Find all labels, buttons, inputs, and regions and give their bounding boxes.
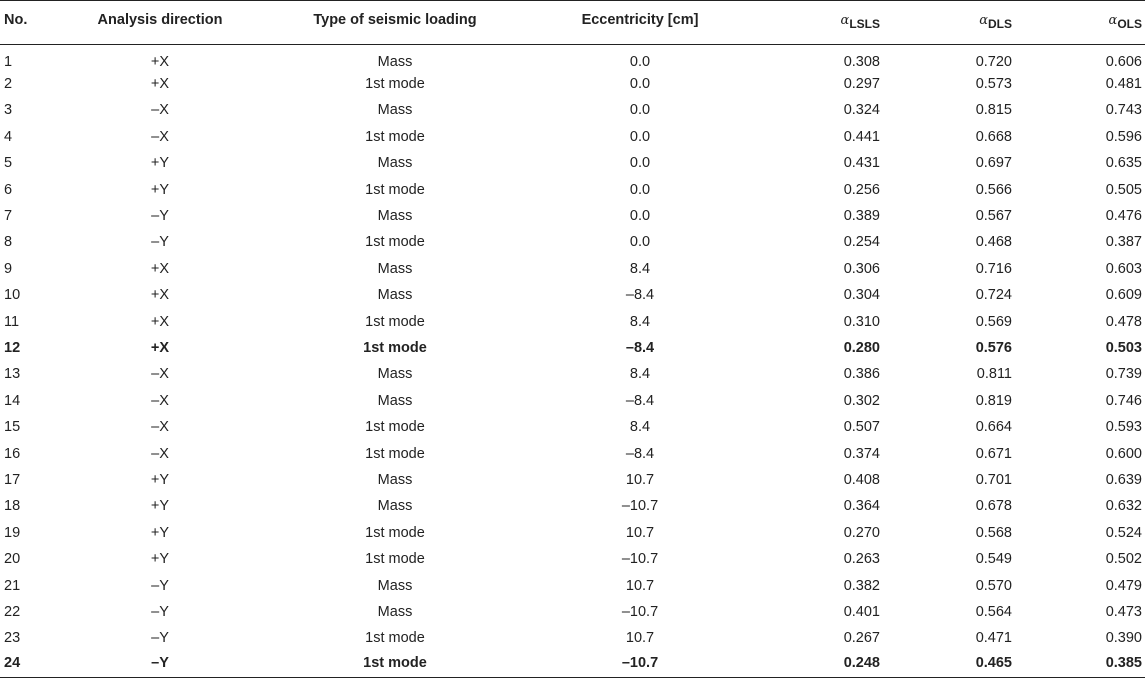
cell-seismic-loading: 1st mode bbox=[365, 419, 425, 436]
cell-alpha-dls: 0.671 bbox=[975, 445, 1012, 462]
cell-no: 2 bbox=[4, 76, 13, 93]
cell-no: 12 bbox=[4, 339, 21, 356]
table-row bbox=[0, 493, 1145, 519]
cell-alpha-ols: 0.603 bbox=[1105, 260, 1142, 277]
cell-seismic-loading: Mass bbox=[377, 287, 413, 304]
alpha-symbol: α bbox=[1108, 12, 1118, 28]
cell-eccentricity: –8.4 bbox=[625, 339, 655, 356]
cell-analysis-direction: –Y bbox=[151, 577, 169, 594]
cell-no: 6 bbox=[4, 181, 13, 198]
cell-alpha-lsls: 0.302 bbox=[843, 392, 880, 409]
cell-alpha-dls: 0.465 bbox=[975, 655, 1012, 672]
cell-seismic-loading: 1st mode bbox=[365, 551, 425, 568]
cell-analysis-direction: –X bbox=[151, 392, 169, 409]
header-alpha-ols bbox=[1012, 0, 1145, 42]
cell-analysis-direction: –X bbox=[151, 419, 169, 436]
cell-no: 1 bbox=[4, 53, 13, 70]
cell-alpha-lsls: 0.386 bbox=[843, 366, 880, 383]
cell-analysis-direction: +X bbox=[150, 313, 170, 330]
cell-eccentricity: –8.4 bbox=[625, 445, 655, 462]
cell-analysis-direction: +X bbox=[150, 339, 170, 356]
cell-seismic-loading: Mass bbox=[377, 392, 413, 409]
cell-alpha-lsls: 0.254 bbox=[843, 234, 880, 251]
header-no: No. bbox=[4, 11, 28, 28]
cell-eccentricity: –8.4 bbox=[625, 392, 655, 409]
cell-seismic-loading: Mass bbox=[377, 498, 413, 515]
cell-alpha-lsls: 0.441 bbox=[843, 128, 880, 145]
cell-seismic-loading: Mass bbox=[377, 102, 413, 119]
table-row bbox=[0, 203, 1145, 229]
cell-alpha-dls: 0.566 bbox=[975, 181, 1012, 198]
cell-alpha-lsls: 0.297 bbox=[843, 76, 880, 93]
cell-alpha-lsls: 0.308 bbox=[843, 53, 880, 70]
table-row bbox=[0, 546, 1145, 572]
header-alpha-lsls bbox=[750, 0, 880, 42]
table-row bbox=[0, 467, 1145, 493]
cell-alpha-ols: 0.524 bbox=[1105, 524, 1142, 541]
cell-alpha-lsls: 0.280 bbox=[843, 339, 880, 356]
cell-no: 9 bbox=[4, 260, 13, 277]
cell-analysis-direction: +Y bbox=[150, 551, 170, 568]
table-row bbox=[0, 361, 1145, 387]
cell-alpha-dls: 0.569 bbox=[975, 313, 1012, 330]
cell-seismic-loading: 1st mode bbox=[365, 76, 425, 93]
cell-alpha-lsls: 0.310 bbox=[843, 313, 880, 330]
cell-analysis-direction: +Y bbox=[150, 181, 170, 198]
cell-analysis-direction: –Y bbox=[151, 655, 169, 672]
cell-alpha-ols: 0.503 bbox=[1105, 339, 1142, 356]
cell-analysis-direction: –X bbox=[151, 366, 169, 383]
table-row bbox=[0, 651, 1145, 677]
cell-eccentricity: 0.0 bbox=[629, 234, 651, 251]
table-header bbox=[0, 1, 1145, 45]
cell-alpha-dls: 0.567 bbox=[975, 208, 1012, 225]
cell-no: 23 bbox=[4, 630, 21, 647]
cell-eccentricity: –8.4 bbox=[625, 287, 655, 304]
cell-alpha-lsls: 0.324 bbox=[843, 102, 880, 119]
cell-alpha-ols: 0.739 bbox=[1105, 366, 1142, 383]
cell-seismic-loading: 1st mode bbox=[365, 630, 425, 647]
table-row bbox=[0, 150, 1145, 176]
cell-alpha-ols: 0.596 bbox=[1105, 128, 1142, 145]
table-row bbox=[0, 308, 1145, 334]
cell-seismic-loading: Mass bbox=[377, 208, 413, 225]
cell-eccentricity: 8.4 bbox=[629, 260, 651, 277]
table-row bbox=[0, 97, 1145, 123]
cell-no: 13 bbox=[4, 366, 21, 383]
cell-alpha-lsls: 0.248 bbox=[843, 655, 880, 672]
cell-analysis-direction: –X bbox=[151, 102, 169, 119]
cell-alpha-ols: 0.639 bbox=[1105, 471, 1142, 488]
table-row bbox=[0, 572, 1145, 598]
cell-alpha-dls: 0.468 bbox=[975, 234, 1012, 251]
cell-alpha-dls: 0.716 bbox=[975, 260, 1012, 277]
cell-alpha-ols: 0.609 bbox=[1105, 287, 1142, 304]
cell-alpha-dls: 0.576 bbox=[975, 339, 1012, 356]
table-row bbox=[0, 335, 1145, 361]
cell-alpha-dls: 0.811 bbox=[976, 366, 1012, 383]
cell-alpha-ols: 0.473 bbox=[1105, 603, 1142, 620]
table-row bbox=[0, 282, 1145, 308]
cell-alpha-ols: 0.606 bbox=[1105, 53, 1142, 70]
cell-no: 20 bbox=[4, 551, 21, 568]
cell-alpha-dls: 0.720 bbox=[975, 53, 1012, 70]
cell-no: 18 bbox=[4, 498, 21, 515]
cell-eccentricity: 0.0 bbox=[629, 208, 651, 225]
cell-analysis-direction: –Y bbox=[151, 234, 169, 251]
cell-no: 8 bbox=[4, 234, 13, 251]
cell-eccentricity: 10.7 bbox=[625, 630, 655, 647]
cell-alpha-lsls: 0.364 bbox=[843, 498, 880, 515]
alpha-symbol: α bbox=[840, 12, 850, 28]
cell-alpha-ols: 0.385 bbox=[1105, 655, 1142, 672]
cell-no: 19 bbox=[4, 524, 21, 541]
cell-analysis-direction: +Y bbox=[150, 471, 170, 488]
cell-seismic-loading: Mass bbox=[377, 471, 413, 488]
cell-alpha-dls: 0.701 bbox=[975, 471, 1012, 488]
subscript-lsls: LSLS bbox=[849, 16, 880, 31]
cell-alpha-dls: 0.568 bbox=[975, 524, 1012, 541]
cell-alpha-dls: 0.570 bbox=[975, 577, 1012, 594]
cell-alpha-ols: 0.481 bbox=[1105, 76, 1142, 93]
cell-no: 7 bbox=[4, 208, 13, 225]
subscript-dls: DLS bbox=[988, 16, 1012, 31]
cell-alpha-lsls: 0.382 bbox=[843, 577, 880, 594]
cell-alpha-lsls: 0.306 bbox=[843, 260, 880, 277]
cell-seismic-loading: 1st mode bbox=[365, 313, 425, 330]
cell-alpha-ols: 0.387 bbox=[1105, 234, 1142, 251]
subscript-ols: OLS bbox=[1117, 16, 1142, 31]
table-body bbox=[0, 45, 1145, 678]
table-row bbox=[0, 71, 1145, 97]
cell-seismic-loading: Mass bbox=[377, 260, 413, 277]
cell-eccentricity: 0.0 bbox=[629, 53, 651, 70]
cell-eccentricity: 10.7 bbox=[625, 471, 655, 488]
cell-alpha-lsls: 0.507 bbox=[843, 419, 880, 436]
cell-seismic-loading: 1st mode bbox=[363, 339, 427, 356]
cell-eccentricity: –10.7 bbox=[621, 498, 659, 515]
cell-eccentricity: 10.7 bbox=[625, 524, 655, 541]
cell-eccentricity: –10.7 bbox=[621, 603, 659, 620]
cell-no: 16 bbox=[4, 445, 21, 462]
cell-seismic-loading: 1st mode bbox=[365, 234, 425, 251]
cell-analysis-direction: –X bbox=[151, 445, 169, 462]
cell-alpha-dls: 0.724 bbox=[975, 287, 1012, 304]
cell-eccentricity: 8.4 bbox=[629, 313, 651, 330]
cell-alpha-lsls: 0.431 bbox=[843, 155, 880, 172]
table-row bbox=[0, 599, 1145, 625]
cell-eccentricity: 8.4 bbox=[629, 419, 651, 436]
cell-analysis-direction: +X bbox=[150, 53, 170, 70]
cell-analysis-direction: +X bbox=[150, 260, 170, 277]
cell-eccentricity: 0.0 bbox=[629, 155, 651, 172]
cell-alpha-dls: 0.664 bbox=[975, 419, 1012, 436]
cell-no: 15 bbox=[4, 419, 21, 436]
cell-alpha-lsls: 0.270 bbox=[843, 524, 880, 541]
cell-seismic-loading: Mass bbox=[377, 366, 413, 383]
cell-no: 10 bbox=[4, 287, 21, 304]
cell-alpha-ols: 0.476 bbox=[1105, 208, 1142, 225]
table-row bbox=[0, 256, 1145, 282]
cell-analysis-direction: +Y bbox=[150, 524, 170, 541]
cell-seismic-loading: Mass bbox=[377, 577, 413, 594]
cell-alpha-dls: 0.678 bbox=[975, 498, 1012, 515]
table-row bbox=[0, 625, 1145, 651]
cell-alpha-dls: 0.668 bbox=[975, 128, 1012, 145]
cell-seismic-loading: 1st mode bbox=[365, 128, 425, 145]
cell-eccentricity: 0.0 bbox=[629, 76, 651, 93]
cell-alpha-dls: 0.697 bbox=[975, 155, 1012, 172]
cell-eccentricity: 8.4 bbox=[629, 366, 651, 383]
cell-no: 24 bbox=[4, 655, 21, 672]
cell-eccentricity: 0.0 bbox=[629, 102, 651, 119]
cell-alpha-lsls: 0.304 bbox=[843, 287, 880, 304]
cell-alpha-ols: 0.632 bbox=[1105, 498, 1142, 515]
cell-analysis-direction: –X bbox=[151, 128, 169, 145]
table-row bbox=[0, 520, 1145, 546]
table-row bbox=[0, 440, 1145, 466]
cell-eccentricity: –10.7 bbox=[621, 655, 659, 672]
cell-alpha-ols: 0.593 bbox=[1105, 419, 1142, 436]
cell-alpha-lsls: 0.401 bbox=[843, 603, 880, 620]
cell-seismic-loading: 1st mode bbox=[365, 445, 425, 462]
header-seismic-loading: Type of seismic loading bbox=[313, 11, 477, 28]
header-eccentricity: Eccentricity [cm] bbox=[581, 11, 699, 28]
cell-eccentricity: 0.0 bbox=[629, 181, 651, 198]
cell-alpha-lsls: 0.408 bbox=[843, 471, 880, 488]
cell-alpha-ols: 0.600 bbox=[1105, 445, 1142, 462]
cell-seismic-loading: 1st mode bbox=[363, 655, 427, 672]
cell-alpha-dls: 0.573 bbox=[975, 76, 1012, 93]
cell-alpha-ols: 0.746 bbox=[1105, 392, 1142, 409]
cell-analysis-direction: –Y bbox=[151, 208, 169, 225]
cell-alpha-lsls: 0.374 bbox=[843, 445, 880, 462]
cell-alpha-lsls: 0.256 bbox=[843, 181, 880, 198]
cell-alpha-ols: 0.478 bbox=[1105, 313, 1142, 330]
cell-alpha-ols: 0.743 bbox=[1105, 102, 1142, 119]
cell-alpha-ols: 0.505 bbox=[1105, 181, 1142, 198]
cell-alpha-lsls: 0.263 bbox=[843, 551, 880, 568]
cell-no: 14 bbox=[4, 392, 21, 409]
cell-seismic-loading: 1st mode bbox=[365, 524, 425, 541]
header-row bbox=[0, 1, 1145, 45]
cell-analysis-direction: –Y bbox=[151, 603, 169, 620]
cell-analysis-direction: +Y bbox=[150, 498, 170, 515]
cell-seismic-loading: Mass bbox=[377, 53, 413, 70]
cell-seismic-loading: Mass bbox=[377, 155, 413, 172]
cell-alpha-ols: 0.479 bbox=[1105, 577, 1142, 594]
alpha-symbol: α bbox=[979, 12, 988, 28]
cell-analysis-direction: +Y bbox=[150, 155, 170, 172]
cell-no: 22 bbox=[4, 603, 21, 620]
table-row bbox=[0, 414, 1145, 440]
cell-eccentricity: –10.7 bbox=[621, 551, 659, 568]
cell-analysis-direction: +X bbox=[150, 287, 170, 304]
table-row bbox=[0, 229, 1145, 255]
header-analysis-direction: Analysis direction bbox=[97, 11, 223, 28]
cell-alpha-ols: 0.635 bbox=[1105, 155, 1142, 172]
cell-alpha-dls: 0.564 bbox=[975, 603, 1012, 620]
table-row bbox=[0, 124, 1145, 150]
cell-no: 4 bbox=[4, 128, 13, 145]
table-row bbox=[0, 45, 1145, 71]
cell-no: 5 bbox=[4, 155, 13, 172]
cell-analysis-direction: –Y bbox=[151, 630, 169, 647]
cell-no: 3 bbox=[4, 102, 13, 119]
cell-no: 21 bbox=[4, 577, 21, 594]
cell-seismic-loading: 1st mode bbox=[365, 181, 425, 198]
cell-eccentricity: 0.0 bbox=[629, 128, 651, 145]
cell-seismic-loading: Mass bbox=[377, 603, 413, 620]
cell-alpha-dls: 0.549 bbox=[975, 551, 1012, 568]
table-row bbox=[0, 388, 1145, 414]
cell-analysis-direction: +X bbox=[150, 76, 170, 93]
cell-no: 17 bbox=[4, 471, 21, 488]
cell-alpha-dls: 0.815 bbox=[975, 102, 1012, 119]
table-row bbox=[0, 176, 1145, 202]
cell-no: 11 bbox=[4, 313, 20, 330]
cell-alpha-dls: 0.471 bbox=[975, 630, 1012, 647]
cell-alpha-ols: 0.502 bbox=[1105, 551, 1142, 568]
header-alpha-dls bbox=[880, 0, 1012, 42]
cell-alpha-lsls: 0.267 bbox=[843, 630, 880, 647]
cell-alpha-ols: 0.390 bbox=[1105, 630, 1142, 647]
cell-eccentricity: 10.7 bbox=[625, 577, 655, 594]
cell-alpha-lsls: 0.389 bbox=[843, 208, 880, 225]
cell-alpha-dls: 0.819 bbox=[975, 392, 1012, 409]
